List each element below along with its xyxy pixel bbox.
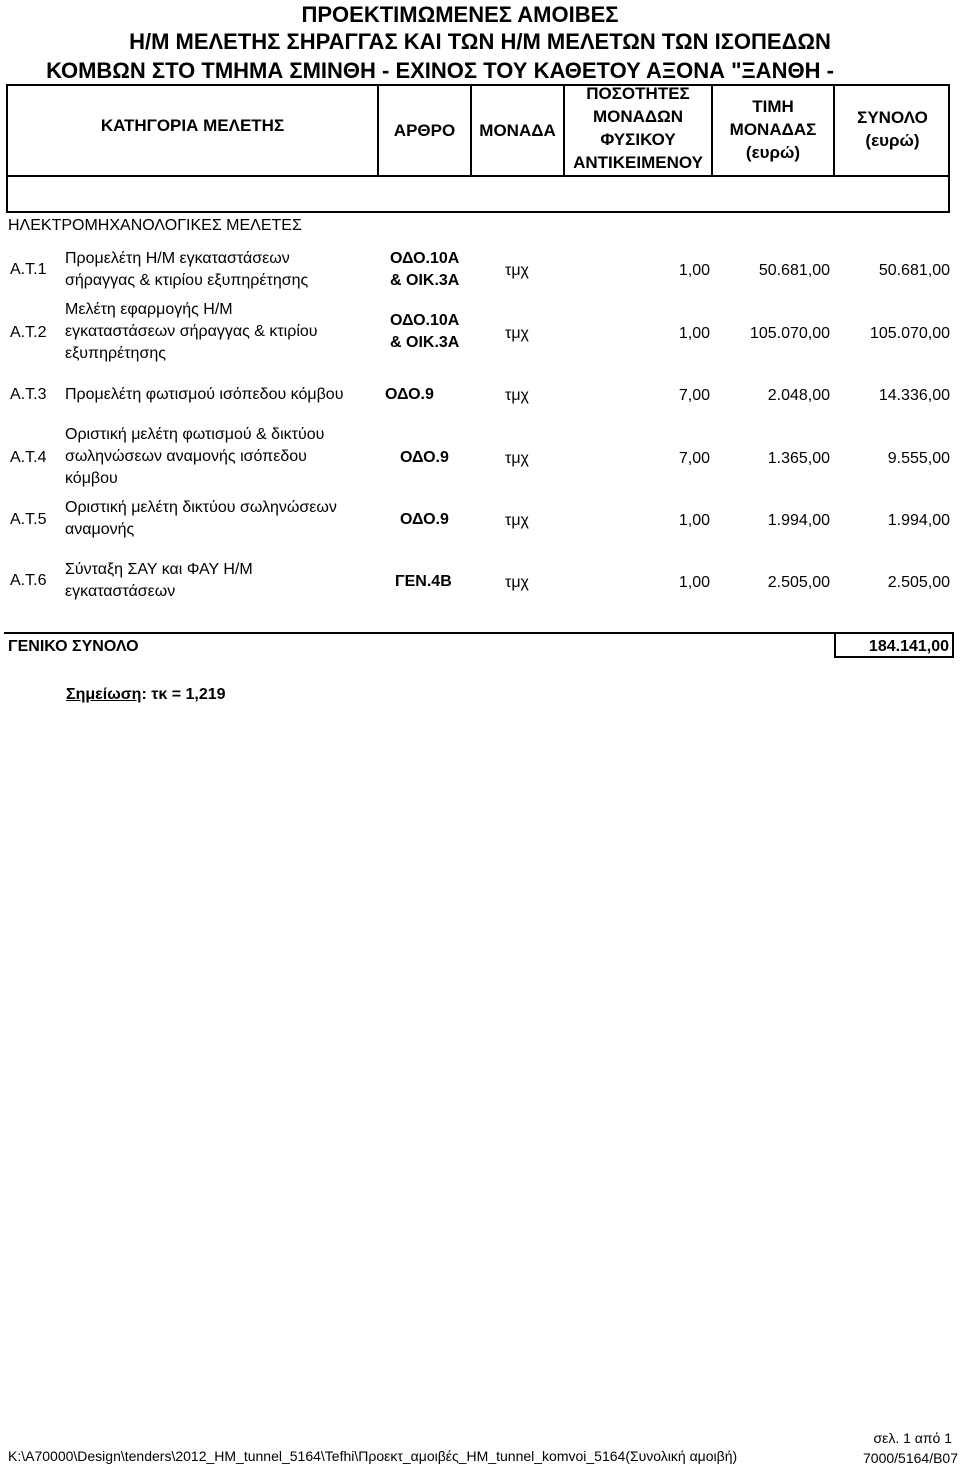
header-quantity-line: ΜΟΝΑΔΩΝ [592, 107, 684, 126]
row-description-line: σήραγγας & κτιρίου εξυπηρέτησης [65, 272, 309, 289]
row-description [65, 299, 318, 365]
row-quantity: 1,00 [678, 574, 710, 591]
row-description-line: Προμελέτη Η/Μ εγκαταστάσεων [65, 250, 290, 267]
row-code: Α.Τ.3 [10, 386, 47, 403]
title-line-2: Η/Μ ΜΕΛΕΤΗΣ ΣΗΡΑΓΓΑΣ ΚΑΙ ΤΩΝ Η/Μ ΜΕΛΕΤΩΝ ΤΩΝ ΙΣΟΠΕΔΩΝ [129, 29, 831, 54]
row-unit: τμχ [505, 512, 529, 529]
row-unit-price: 2.505,00 [767, 574, 830, 591]
title-line-3: ΚΟΜΒΩΝ ΣΤΟ ΤΜΗΜΑ ΣΜΙΝΘΗ - ΕΧΙΝΟΣ ΤΟΥ ΚΑΘΕΤΟΥ ΑΞΟΝΑ "ΞΑΝΘΗ - [46, 58, 834, 83]
row-unit: τμχ [505, 450, 529, 467]
row-code: Α.Τ.4 [10, 449, 47, 466]
row-unit: τμχ [505, 574, 529, 591]
row-article: ΟΔΟ.9 [400, 449, 449, 466]
row-total: 1.994,00 [887, 512, 950, 529]
footer-path: K:\A70000\Design\tenders\2012_HM_tunnel_5164\Tefhi\Προεκτ_αμοιβές_HM_tunnel_komvoi_5164(Συνολική αμοιβή) [8, 1448, 738, 1464]
section-title: ΗΛΕΚΤΡΟΜΗΧΑΝΟΛΟΓΙΚΕΣ ΜΕΛΕΤΕΣ [8, 217, 302, 234]
row-code: Α.Τ.1 [10, 261, 47, 278]
row-quantity: 7,00 [678, 450, 710, 467]
row-description-line: κόμβου [65, 470, 118, 487]
row-unit-price: 50.681,00 [758, 262, 830, 279]
row-description-line: αναμονής [65, 521, 135, 538]
row-unit: τμχ [505, 325, 529, 342]
row-unit-price: 2.048,00 [767, 387, 830, 404]
row-quantity: 1,00 [678, 325, 710, 342]
row-total: 2.505,00 [887, 574, 950, 591]
row-code: Α.Τ.2 [10, 324, 47, 341]
note-text: : τκ = 1,219 [141, 686, 226, 703]
row-description-line: Μελέτη εφαρμογής Η/Μ [65, 301, 233, 318]
row-article-line: & ΟΙΚ.3Α [390, 334, 460, 351]
row-description-line: εξυπηρέτησης [65, 345, 166, 362]
row-description [65, 497, 337, 541]
row-description: Προμελέτη φωτισμού ισόπεδου κόμβου [65, 386, 344, 403]
row-article [390, 310, 459, 354]
header-unit-price-line: ΤΙΜΗ [752, 97, 794, 116]
row-description-line: Οριστική μελέτη φωτισμού & δικτύου [65, 426, 325, 443]
row-total: 9.555,00 [887, 450, 950, 467]
header-quantity-line: ΑΝΤΙΚΕΙΜΕΝΟΥ [573, 153, 703, 172]
row-article-line: ΟΔΟ.10Α [390, 250, 460, 267]
row-article: ΓΕΝ.4Β [395, 573, 452, 590]
note-label: Σημείωση [66, 686, 142, 703]
row-quantity: 1,00 [678, 262, 710, 279]
row-article [390, 248, 459, 292]
header-unit: ΜΟΝΑΔΑ [479, 121, 556, 140]
row-unit: τμχ [505, 262, 529, 279]
row-description [65, 248, 308, 292]
row-quantity: 1,00 [678, 512, 710, 529]
header-total [835, 106, 950, 152]
row-description-line: εγκαταστάσεων σήραγγας & κτιρίου [65, 323, 318, 340]
row-unit-price: 1.994,00 [767, 512, 830, 529]
header-unit-price [713, 95, 833, 164]
row-total: 50.681,00 [878, 262, 950, 279]
row-description-line: Οριστική μελέτη δικτύου σωληνώσεων [65, 499, 337, 516]
row-code: Α.Τ.5 [10, 511, 47, 528]
row-description-line: εγκαταστάσεων [65, 583, 176, 600]
header-bottom-line [6, 175, 950, 177]
header-total-line: (ευρώ) [865, 131, 920, 150]
header-quantity [565, 82, 711, 174]
grand-total-label: ΓΕΝΙΚΟ ΣΥΝΟΛΟ [8, 638, 139, 655]
row-quantity: 7,00 [678, 387, 710, 404]
row-article: ΟΔΟ.9 [385, 386, 434, 403]
row-description-line: Σύνταξη ΣΑΥ και ΦΑΥ Η/Μ [65, 561, 253, 578]
grand-total-value: 184.141,00 [834, 632, 954, 658]
row-unit: τμχ [505, 387, 529, 404]
grand-total-rule [4, 632, 954, 634]
header-unit-price-line: (ευρώ) [745, 143, 801, 162]
row-article-line: ΟΔΟ.10Α [390, 312, 460, 329]
header-unit-price-line: ΜΟΝΑΔΑΣ [729, 120, 817, 139]
header-quantity-line: ΠΟΣΟΤΗΤΕΣ [586, 84, 690, 103]
header-quantity-line: ΦΥΣΙΚΟΥ [600, 130, 676, 149]
row-article-line: & ΟΙΚ.3Α [390, 272, 460, 289]
row-total: 105.070,00 [869, 325, 950, 342]
row-description-line: σωληνώσεων αναμονής ισόπεδου [65, 448, 307, 465]
row-description [65, 424, 324, 490]
row-article: ΟΔΟ.9 [400, 511, 449, 528]
header-category: ΚΑΤΗΓΟΡΙΑ ΜΕΛΕΤΗΣ [100, 116, 285, 135]
footer-page: σελ. 1 από 1 [873, 1430, 952, 1446]
header-total-line: ΣΥΝΟΛΟ [857, 108, 928, 127]
row-unit-price: 105.070,00 [749, 325, 830, 342]
row-total: 14.336,00 [878, 387, 950, 404]
row-code: Α.Τ.6 [10, 572, 47, 589]
title-line-1: ΠΡΟΕΚΤΙΜΩΜΕΝΕΣ ΑΜΟΙΒΕΣ [301, 2, 619, 27]
footer-ref: 7000/5164/B07 [863, 1450, 958, 1466]
header-article: ΑΡΘΡΟ [393, 121, 456, 140]
row-unit-price: 1.365,00 [767, 450, 830, 467]
note [66, 684, 226, 706]
row-description [65, 559, 253, 603]
